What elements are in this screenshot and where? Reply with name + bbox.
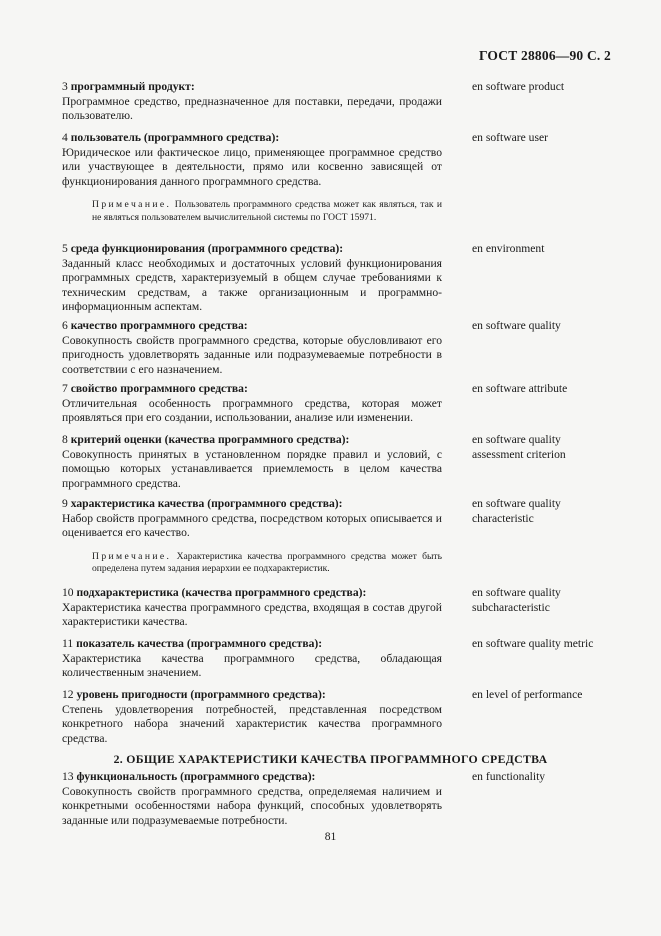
term-equivalent: en software quality subcharacteristic	[472, 586, 561, 614]
term-number: 13	[62, 770, 74, 783]
term-title: свойство программного средства:	[70, 382, 248, 395]
term-number: 10	[62, 586, 74, 599]
term-definition: Набор свойств программного средства, посредством которых описывается и оценивается его качество.	[62, 511, 442, 540]
term-entry-10	[62, 586, 442, 630]
term-number: 8	[62, 433, 68, 446]
term-title: функциональность (программного средства):	[76, 770, 316, 783]
term-entry-8	[62, 433, 442, 491]
term-equivalent: en software attribute	[472, 382, 568, 395]
term-entry-3	[62, 80, 442, 124]
term-equivalent: en software quality metric	[472, 637, 594, 650]
term-number: 5	[62, 242, 68, 255]
term-number: 6	[62, 319, 68, 332]
term-number: 9	[62, 497, 68, 510]
term-title: критерий оценки (качества программного средства):	[70, 433, 350, 446]
term-number: 12	[62, 688, 74, 701]
term-definition: Совокупность свойств программного средства, которые обусловливают его пригодность удовлетворять заданные или подразумеваемые потребности в соответствии с его назначением.	[62, 333, 442, 376]
term-entry-13	[62, 770, 442, 828]
term-entry-4	[62, 131, 442, 224]
term-title: подхарактеристика (качества программного средства):	[76, 586, 367, 599]
term-equivalent: en software user	[472, 131, 548, 144]
term-title: пользователь (программного средства):	[70, 131, 280, 144]
term-definition: Степень удовлетворения потребностей, представленная посредством конкретного набора значений характеристик качества программного средства.	[62, 702, 442, 745]
term-note	[92, 551, 442, 576]
term-entry-6	[62, 319, 442, 377]
term-equivalent: en functionality	[472, 770, 546, 783]
term-title: качество программного средства:	[70, 319, 248, 332]
term-number: 11	[62, 637, 74, 650]
term-entry-5	[62, 242, 442, 315]
term-number: 3	[62, 80, 68, 93]
page-header: ГОСТ 28806—90 С. 2	[478, 48, 611, 63]
term-definition: Совокупность принятых в установленном порядке правил и условий, с помощью которых устанавливается приемлемость в целом качества программного средства.	[62, 447, 442, 490]
term-title: уровень пригодности (программного средства):	[76, 688, 326, 701]
term-definition: Программное средство, предназначенное для поставки, передачи, продажи пользователю.	[62, 94, 442, 123]
term-equivalent: en software quality	[472, 319, 561, 332]
term-equivalent: en environment	[472, 242, 545, 255]
term-title: показатель качества (программного средства):	[76, 637, 323, 650]
term-entry-11	[62, 637, 442, 681]
term-definition: Совокупность свойств программного средства, определяемая наличием и конкретными особенностями набора функций, способных удовлетворять заданные или подразумеваемые потребности.	[62, 784, 442, 827]
term-entry-9	[62, 497, 442, 576]
note-text: Пользователь программного средства может как являться, так и не являться пользователем вычислительной системы по ГОСТ 15971.	[92, 199, 442, 223]
term-number: 7	[62, 382, 68, 395]
term-definition: Заданный класс необходимых и достаточных условий функционирования программных средств, характеризуемый в общем случае требованиями к техническим средствам, а также организационным и программно-информационным аспектам.	[62, 256, 442, 314]
term-equivalent: en software quality characteristic	[472, 497, 561, 525]
term-equivalent: en software product	[472, 80, 565, 93]
term-number: 4	[62, 131, 68, 144]
note-text: Характеристика качества программного средства может быть определена путем задания иерархии ее подхарактеристик.	[92, 550, 442, 575]
page-number: 81	[324, 830, 337, 843]
note-label: Примечание.	[92, 199, 172, 211]
term-equivalent: en software quality assessment criterion	[472, 433, 566, 461]
section-title: 2. ОБЩИЕ ХАРАКТЕРИСТИКИ КАЧЕСТВА ПРОГРАММНОГО СРЕДСТВА	[113, 752, 548, 766]
note-label: Примечание.	[92, 550, 172, 562]
term-title: программный продукт:	[70, 80, 195, 93]
term-definition: Характеристика качества программного средства, обладающая количественным значением.	[62, 651, 442, 680]
term-entry-7	[62, 382, 442, 426]
term-definition: Характеристика качества программного средства, входящая в состав другой характеристики качества.	[62, 600, 442, 629]
term-title: среда функционирования (программного средства):	[70, 242, 344, 255]
term-definition: Отличительная особенность программного средства, которая может проявляться при его создании, использовании, анализе или изменении.	[62, 396, 442, 425]
term-equivalent: en level of performance	[472, 688, 583, 701]
term-note	[92, 199, 442, 224]
term-definition: Юридическое или фактическое лицо, применяющее программное средство или участвующее в деятельности, прямо или косвенно зависящей от функционирования данного программного средства.	[62, 145, 442, 188]
term-title: характеристика качества (программного средства):	[70, 497, 343, 510]
term-entry-12	[62, 688, 442, 746]
